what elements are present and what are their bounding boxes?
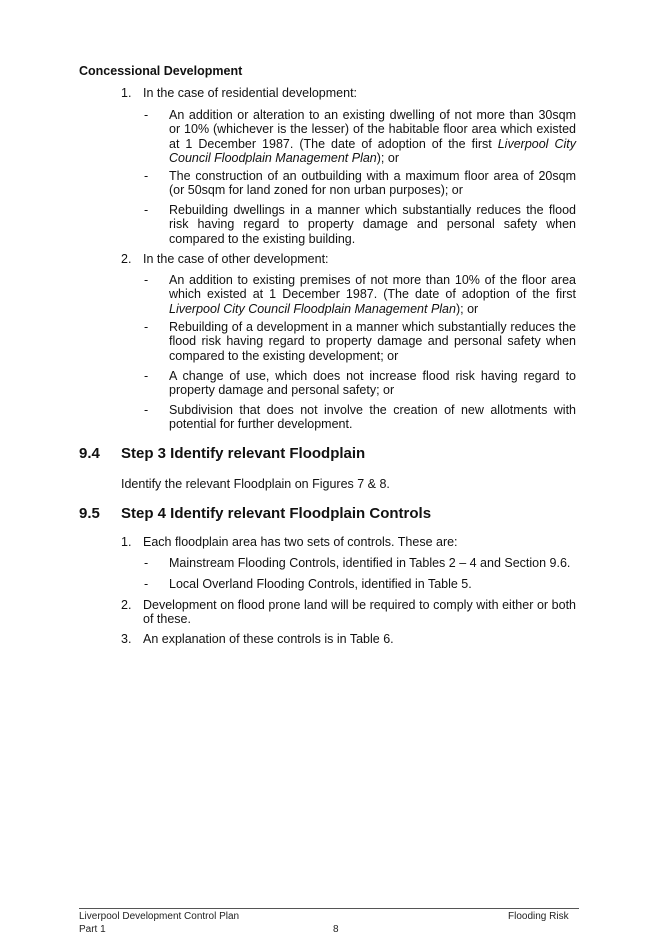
- bullet-text: The construction of an outbuilding with a maximum floor area of 20sqm (or 50sqm for land zoned for non urban purposes); or: [169, 169, 576, 198]
- footer-page-number: 8: [333, 924, 339, 935]
- bullet-text: Rebuilding of a development in a manner which substantially reduces the flood risk having regard to property damage and personal safety when compared to the existing development; or: [169, 320, 576, 363]
- other-bullet-1: [144, 273, 576, 316]
- item-text: Each floodplain area has two sets of controls. These are:: [143, 535, 458, 549]
- residential-bullet-2: [144, 169, 576, 198]
- footer-doc-title: Liverpool Development Control Plan: [79, 911, 240, 922]
- other-development-item: [121, 252, 329, 267]
- controls-bullet-1: [144, 556, 576, 570]
- bullet-text: Mainstream Flooding Controls, identified in Tables 2 – 4 and Section 9.6.: [169, 556, 571, 570]
- list-number: 2.: [121, 252, 132, 266]
- dash-marker: -: [144, 403, 149, 417]
- dash-marker: -: [144, 369, 149, 383]
- list-number: 3.: [121, 632, 132, 646]
- section-title: Step 3 Identify relevant Floodplain: [121, 445, 366, 462]
- bullet-text: Local Overland Flooding Controls, identified in Table 5.: [169, 577, 472, 591]
- other-bullet-4: [144, 403, 576, 432]
- bullet-text: Rebuilding dwellings in a manner which substantially reduces the flood risk having regard to property damage and personal safety when compared to the existing building.: [169, 203, 576, 246]
- list-label: In the case of other development:: [143, 252, 329, 266]
- section-title: Step 4 Identify relevant Floodplain Controls: [121, 505, 432, 522]
- controls-bullet-2: [144, 577, 576, 591]
- dash-marker: -: [144, 108, 149, 122]
- concessional-development-heading: Concessional Development: [79, 64, 243, 78]
- section-9-4-heading: [79, 445, 365, 462]
- controls-item-1: [121, 535, 576, 549]
- dash-marker: -: [144, 203, 149, 217]
- footer-divider: [79, 908, 579, 909]
- residential-bullet-3: [144, 203, 576, 246]
- dash-marker: -: [144, 169, 149, 183]
- bullet-text: A change of use, which does not increase flood risk having regard to property damage and personal safety; or: [169, 369, 576, 398]
- residential-bullet-1: [144, 108, 576, 166]
- dash-marker: -: [144, 273, 149, 287]
- section-number: 9.4: [79, 445, 100, 462]
- dash-marker: -: [144, 556, 149, 570]
- footer-part: Part 1: [79, 924, 106, 935]
- other-bullet-2: [144, 320, 576, 363]
- bullet-text: An addition to existing premises of not more than 10% of the floor area which existed at 1 December 1987. (The date of adoption of the first Liverpool City Council Floodplain Management Plan); or: [169, 273, 576, 316]
- list-number: 2.: [121, 598, 132, 612]
- list-number: 1.: [121, 535, 132, 549]
- list-number: 1.: [121, 86, 132, 100]
- section-9-4-text: Identify the relevant Floodplain on Figures 7 & 8.: [121, 477, 390, 491]
- controls-item-2: [121, 598, 576, 627]
- dash-marker: -: [144, 577, 149, 591]
- list-label: In the case of residential development:: [143, 86, 358, 100]
- residential-development-item: [121, 86, 357, 101]
- footer-topic: Flooding Risk: [508, 911, 569, 922]
- dash-marker: -: [144, 320, 149, 334]
- other-bullet-3: [144, 369, 576, 398]
- section-number: 9.5: [79, 505, 100, 522]
- item-text: Development on flood prone land will be required to comply with either or both of these.: [143, 598, 576, 627]
- bullet-text: Subdivision that does not involve the creation of new allotments with potential for further development.: [169, 403, 576, 432]
- bullet-text: An addition or alteration to an existing dwelling of not more than 30sqm or 10% (whichever is the lesser) of the habitable floor area which existed at 1 December 1987. (The date of adoption of the first Liverpool City Council Floodplain Management Plan); or: [169, 108, 576, 166]
- controls-item-3: [121, 632, 576, 646]
- item-text: An explanation of these controls is in Table 6.: [143, 632, 394, 646]
- section-9-5-heading: [79, 505, 431, 522]
